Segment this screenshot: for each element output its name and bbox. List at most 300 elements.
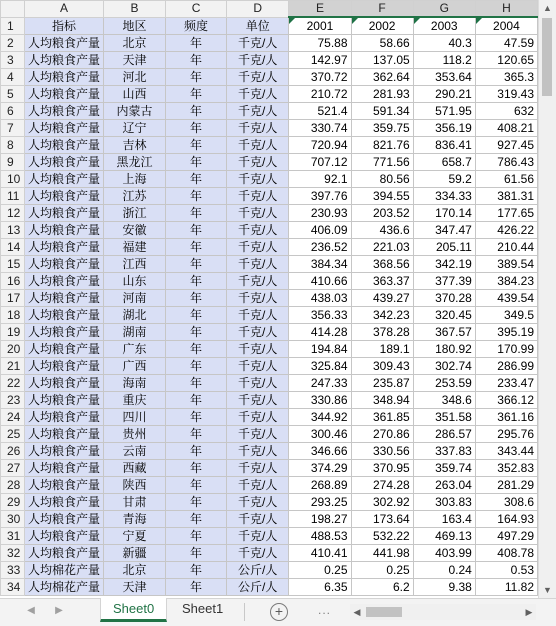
cell-d29[interactable]: 千克/人 (227, 494, 289, 511)
cell-e7[interactable]: 330.74 (289, 120, 351, 137)
cell-d22[interactable]: 千克/人 (227, 375, 289, 392)
cell-b1[interactable]: 地区 (103, 17, 165, 35)
scroll-right-arrow-icon[interactable]: ▶ (525, 607, 533, 617)
cell-e19[interactable]: 414.28 (289, 324, 351, 341)
scroll-up-arrow-icon[interactable]: ▲ (543, 3, 552, 13)
cell-h18[interactable]: 349.5 (475, 307, 537, 324)
cell-d11[interactable]: 千克/人 (227, 188, 289, 205)
cell-g23[interactable]: 348.6 (413, 392, 475, 409)
cell-b9[interactable]: 黑龙江 (103, 154, 165, 171)
row-header[interactable]: 12 (1, 205, 25, 222)
cell-e28[interactable]: 268.89 (289, 477, 351, 494)
cell-f3[interactable]: 137.05 (351, 52, 413, 69)
cell-c19[interactable]: 年 (166, 324, 227, 341)
cell-h27[interactable]: 352.83 (475, 460, 537, 477)
cell-c3[interactable]: 年 (166, 52, 227, 69)
column-header-f[interactable]: F (351, 1, 413, 18)
row-header[interactable]: 19 (1, 324, 25, 341)
row-header[interactable]: 10 (1, 171, 25, 188)
cell-g26[interactable]: 337.83 (413, 443, 475, 460)
cell-c18[interactable]: 年 (166, 307, 227, 324)
cell-g25[interactable]: 286.57 (413, 426, 475, 443)
cell-d31[interactable]: 千克/人 (227, 528, 289, 545)
cell-g16[interactable]: 377.39 (413, 273, 475, 290)
cell-g11[interactable]: 334.33 (413, 188, 475, 205)
cell-d19[interactable]: 千克/人 (227, 324, 289, 341)
cell-d3[interactable]: 千克/人 (227, 52, 289, 69)
cell-c1[interactable]: 频度 (166, 17, 227, 35)
cell-h34[interactable]: 11.82 (475, 579, 537, 596)
cell-e8[interactable]: 720.94 (289, 137, 351, 154)
cell-a1[interactable]: 指标 (24, 17, 103, 35)
cell-h21[interactable]: 286.99 (475, 358, 537, 375)
cell-d32[interactable]: 千克/人 (227, 545, 289, 562)
cell-g4[interactable]: 353.64 (413, 69, 475, 86)
cell-e14[interactable]: 236.52 (289, 239, 351, 256)
row-header[interactable]: 32 (1, 545, 25, 562)
cell-b11[interactable]: 江苏 (103, 188, 165, 205)
cell-d34[interactable]: 公斤/人 (227, 579, 289, 596)
cell-e16[interactable]: 410.66 (289, 273, 351, 290)
cell-d2[interactable]: 千克/人 (227, 35, 289, 52)
cell-h4[interactable]: 365.3 (475, 69, 537, 86)
cell-c13[interactable]: 年 (166, 222, 227, 239)
cell-g10[interactable]: 59.2 (413, 171, 475, 188)
column-header-a[interactable]: A (24, 1, 103, 18)
cell-e30[interactable]: 198.27 (289, 511, 351, 528)
row-header[interactable]: 27 (1, 460, 25, 477)
cell-h32[interactable]: 408.78 (475, 545, 537, 562)
cell-d6[interactable]: 千克/人 (227, 103, 289, 120)
cell-a31[interactable]: 人均粮食产量 (24, 528, 103, 545)
cell-g32[interactable]: 403.99 (413, 545, 475, 562)
cell-c34[interactable]: 年 (166, 579, 227, 596)
cell-e4[interactable]: 370.72 (289, 69, 351, 86)
row-header[interactable]: 18 (1, 307, 25, 324)
cell-b13[interactable]: 安徽 (103, 222, 165, 239)
cell-g21[interactable]: 302.74 (413, 358, 475, 375)
column-header-b[interactable]: B (103, 1, 165, 18)
cell-g30[interactable]: 163.4 (413, 511, 475, 528)
cell-g33[interactable]: 0.24 (413, 562, 475, 579)
row-header[interactable]: 17 (1, 290, 25, 307)
cell-g7[interactable]: 356.19 (413, 120, 475, 137)
cell-c25[interactable]: 年 (166, 426, 227, 443)
row-header[interactable]: 11 (1, 188, 25, 205)
cell-f25[interactable]: 270.86 (351, 426, 413, 443)
cell-b19[interactable]: 湖南 (103, 324, 165, 341)
cell-d13[interactable]: 千克/人 (227, 222, 289, 239)
cell-b29[interactable]: 甘肃 (103, 494, 165, 511)
cell-e10[interactable]: 92.1 (289, 171, 351, 188)
cell-g22[interactable]: 253.59 (413, 375, 475, 392)
cell-b5[interactable]: 山西 (103, 86, 165, 103)
row-header[interactable]: 28 (1, 477, 25, 494)
cell-f9[interactable]: 771.56 (351, 154, 413, 171)
cell-e6[interactable]: 521.4 (289, 103, 351, 120)
next-sheet-icon[interactable]: ▶ (55, 605, 63, 616)
cell-b6[interactable]: 内蒙古 (103, 103, 165, 120)
cell-g15[interactable]: 342.19 (413, 256, 475, 273)
cell-a33[interactable]: 人均棉花产量 (24, 562, 103, 579)
cell-f1[interactable]: 2002 (351, 17, 413, 35)
cell-c22[interactable]: 年 (166, 375, 227, 392)
cell-e23[interactable]: 330.86 (289, 392, 351, 409)
scroll-down-arrow-icon[interactable]: ▼ (543, 585, 552, 595)
cell-f29[interactable]: 302.92 (351, 494, 413, 511)
cell-d20[interactable]: 千克/人 (227, 341, 289, 358)
row-header[interactable]: 22 (1, 375, 25, 392)
cell-d18[interactable]: 千克/人 (227, 307, 289, 324)
cell-h26[interactable]: 343.44 (475, 443, 537, 460)
cell-h10[interactable]: 61.56 (475, 171, 537, 188)
cell-a17[interactable]: 人均粮食产量 (24, 290, 103, 307)
cell-c21[interactable]: 年 (166, 358, 227, 375)
row-header[interactable]: 21 (1, 358, 25, 375)
cell-g18[interactable]: 320.45 (413, 307, 475, 324)
cell-g3[interactable]: 118.2 (413, 52, 475, 69)
cell-g27[interactable]: 359.74 (413, 460, 475, 477)
row-header[interactable]: 34 (1, 579, 25, 596)
cell-f6[interactable]: 591.34 (351, 103, 413, 120)
cell-e26[interactable]: 346.66 (289, 443, 351, 460)
column-header-e[interactable]: E (289, 1, 351, 18)
vertical-scrollbar[interactable] (538, 0, 556, 598)
cell-h2[interactable]: 47.59 (475, 35, 537, 52)
cell-e31[interactable]: 488.53 (289, 528, 351, 545)
cell-f18[interactable]: 342.23 (351, 307, 413, 324)
cell-c30[interactable]: 年 (166, 511, 227, 528)
cell-a29[interactable]: 人均粮食产量 (24, 494, 103, 511)
cell-a24[interactable]: 人均粮食产量 (24, 409, 103, 426)
cell-f11[interactable]: 394.55 (351, 188, 413, 205)
cell-f16[interactable]: 363.37 (351, 273, 413, 290)
cell-e17[interactable]: 438.03 (289, 290, 351, 307)
cell-b25[interactable]: 贵州 (103, 426, 165, 443)
cell-b8[interactable]: 吉林 (103, 137, 165, 154)
cell-b12[interactable]: 浙江 (103, 205, 165, 222)
cell-f30[interactable]: 173.64 (351, 511, 413, 528)
cell-f21[interactable]: 309.43 (351, 358, 413, 375)
row-header[interactable]: 29 (1, 494, 25, 511)
cell-a27[interactable]: 人均粮食产量 (24, 460, 103, 477)
vertical-scroll-thumb[interactable] (542, 18, 552, 96)
cell-a6[interactable]: 人均粮食产量 (24, 103, 103, 120)
cell-a18[interactable]: 人均粮食产量 (24, 307, 103, 324)
cell-h29[interactable]: 308.6 (475, 494, 537, 511)
cell-a22[interactable]: 人均粮食产量 (24, 375, 103, 392)
cell-c9[interactable]: 年 (166, 154, 227, 171)
cell-a34[interactable]: 人均棉花产量 (24, 579, 103, 596)
tab-sheet1[interactable]: Sheet1 (182, 601, 224, 616)
cell-e21[interactable]: 325.84 (289, 358, 351, 375)
cell-b27[interactable]: 西藏 (103, 460, 165, 477)
cell-b16[interactable]: 山东 (103, 273, 165, 290)
cell-a2[interactable]: 人均粮食产量 (24, 35, 103, 52)
cell-c5[interactable]: 年 (166, 86, 227, 103)
cell-d7[interactable]: 千克/人 (227, 120, 289, 137)
cell-g17[interactable]: 370.28 (413, 290, 475, 307)
row-header[interactable]: 20 (1, 341, 25, 358)
cell-e34[interactable]: 6.35 (289, 579, 351, 596)
cell-h12[interactable]: 177.65 (475, 205, 537, 222)
cell-d25[interactable]: 千克/人 (227, 426, 289, 443)
cell-d5[interactable]: 千克/人 (227, 86, 289, 103)
cell-b24[interactable]: 四川 (103, 409, 165, 426)
cell-c27[interactable]: 年 (166, 460, 227, 477)
cell-b7[interactable]: 辽宁 (103, 120, 165, 137)
cell-f34[interactable]: 6.2 (351, 579, 413, 596)
cell-d28[interactable]: 千克/人 (227, 477, 289, 494)
cell-f10[interactable]: 80.56 (351, 171, 413, 188)
cell-g5[interactable]: 290.21 (413, 86, 475, 103)
cell-b4[interactable]: 河北 (103, 69, 165, 86)
cell-f28[interactable]: 274.28 (351, 477, 413, 494)
tab-sheet0[interactable]: Sheet0 (100, 598, 167, 622)
cell-d21[interactable]: 千克/人 (227, 358, 289, 375)
cell-c12[interactable]: 年 (166, 205, 227, 222)
cell-d30[interactable]: 千克/人 (227, 511, 289, 528)
cell-b31[interactable]: 宁夏 (103, 528, 165, 545)
cell-b23[interactable]: 重庆 (103, 392, 165, 409)
cell-a32[interactable]: 人均粮食产量 (24, 545, 103, 562)
cell-f27[interactable]: 370.95 (351, 460, 413, 477)
cell-b14[interactable]: 福建 (103, 239, 165, 256)
cell-b2[interactable]: 北京 (103, 35, 165, 52)
cell-h13[interactable]: 426.22 (475, 222, 537, 239)
cell-g19[interactable]: 367.57 (413, 324, 475, 341)
cell-h25[interactable]: 295.76 (475, 426, 537, 443)
cell-d8[interactable]: 千克/人 (227, 137, 289, 154)
cell-c15[interactable]: 年 (166, 256, 227, 273)
cell-c28[interactable]: 年 (166, 477, 227, 494)
cell-e22[interactable]: 247.33 (289, 375, 351, 392)
cell-f17[interactable]: 439.27 (351, 290, 413, 307)
add-sheet-button[interactable]: + (270, 603, 288, 621)
column-header-d[interactable]: D (227, 1, 289, 18)
cell-b26[interactable]: 云南 (103, 443, 165, 460)
cell-f32[interactable]: 441.98 (351, 545, 413, 562)
row-header[interactable]: 7 (1, 120, 25, 137)
cell-d9[interactable]: 千克/人 (227, 154, 289, 171)
cell-d26[interactable]: 千克/人 (227, 443, 289, 460)
cell-g28[interactable]: 263.04 (413, 477, 475, 494)
cell-f24[interactable]: 361.85 (351, 409, 413, 426)
cell-e20[interactable]: 194.84 (289, 341, 351, 358)
cell-h22[interactable]: 233.47 (475, 375, 537, 392)
cell-e2[interactable]: 75.88 (289, 35, 351, 52)
cell-b15[interactable]: 江西 (103, 256, 165, 273)
cell-e12[interactable]: 230.93 (289, 205, 351, 222)
cell-a10[interactable]: 人均粮食产量 (24, 171, 103, 188)
cell-d23[interactable]: 千克/人 (227, 392, 289, 409)
cell-b22[interactable]: 海南 (103, 375, 165, 392)
row-header[interactable]: 5 (1, 86, 25, 103)
row-header[interactable]: 26 (1, 443, 25, 460)
cell-c23[interactable]: 年 (166, 392, 227, 409)
cell-f2[interactable]: 58.66 (351, 35, 413, 52)
cell-a15[interactable]: 人均粮食产量 (24, 256, 103, 273)
cell-h17[interactable]: 439.54 (475, 290, 537, 307)
cell-f8[interactable]: 821.76 (351, 137, 413, 154)
cell-d10[interactable]: 千克/人 (227, 171, 289, 188)
cell-g13[interactable]: 347.47 (413, 222, 475, 239)
cell-f15[interactable]: 368.56 (351, 256, 413, 273)
cell-a9[interactable]: 人均粮食产量 (24, 154, 103, 171)
cell-e15[interactable]: 384.34 (289, 256, 351, 273)
cell-e3[interactable]: 142.97 (289, 52, 351, 69)
cell-a21[interactable]: 人均粮食产量 (24, 358, 103, 375)
cell-h28[interactable]: 281.29 (475, 477, 537, 494)
row-header[interactable]: 25 (1, 426, 25, 443)
cell-b18[interactable]: 湖北 (103, 307, 165, 324)
cell-g6[interactable]: 571.95 (413, 103, 475, 120)
cell-h24[interactable]: 361.16 (475, 409, 537, 426)
cell-f23[interactable]: 348.94 (351, 392, 413, 409)
cell-b34[interactable]: 天津 (103, 579, 165, 596)
cell-e18[interactable]: 356.33 (289, 307, 351, 324)
horizontal-scroll-thumb[interactable] (366, 607, 402, 617)
cell-e11[interactable]: 397.76 (289, 188, 351, 205)
cell-e27[interactable]: 374.29 (289, 460, 351, 477)
column-header-h[interactable]: H (475, 1, 537, 18)
cell-d24[interactable]: 千克/人 (227, 409, 289, 426)
cell-c2[interactable]: 年 (166, 35, 227, 52)
cell-d33[interactable]: 公斤/人 (227, 562, 289, 579)
cell-d4[interactable]: 千克/人 (227, 69, 289, 86)
cell-h6[interactable]: 632 (475, 103, 537, 120)
cell-b32[interactable]: 新疆 (103, 545, 165, 562)
cell-h1[interactable]: 2004 (475, 17, 537, 35)
cell-c6[interactable]: 年 (166, 103, 227, 120)
cell-b30[interactable]: 青海 (103, 511, 165, 528)
cell-e32[interactable]: 410.41 (289, 545, 351, 562)
cell-c8[interactable]: 年 (166, 137, 227, 154)
cell-h8[interactable]: 927.45 (475, 137, 537, 154)
cell-h16[interactable]: 384.23 (475, 273, 537, 290)
cell-a12[interactable]: 人均粮食产量 (24, 205, 103, 222)
cell-d17[interactable]: 千克/人 (227, 290, 289, 307)
cell-f12[interactable]: 203.52 (351, 205, 413, 222)
cell-c17[interactable]: 年 (166, 290, 227, 307)
cell-e9[interactable]: 707.12 (289, 154, 351, 171)
cell-e25[interactable]: 300.46 (289, 426, 351, 443)
select-all-corner[interactable] (1, 1, 25, 18)
cell-c26[interactable]: 年 (166, 443, 227, 460)
cell-a4[interactable]: 人均粮食产量 (24, 69, 103, 86)
cell-g12[interactable]: 170.14 (413, 205, 475, 222)
cell-a7[interactable]: 人均粮食产量 (24, 120, 103, 137)
cell-e1[interactable]: 2001 (289, 17, 351, 35)
cell-a8[interactable]: 人均粮食产量 (24, 137, 103, 154)
cell-h19[interactable]: 395.19 (475, 324, 537, 341)
cell-f31[interactable]: 532.22 (351, 528, 413, 545)
cell-c7[interactable]: 年 (166, 120, 227, 137)
cell-e13[interactable]: 406.09 (289, 222, 351, 239)
cell-d27[interactable]: 千克/人 (227, 460, 289, 477)
cell-f13[interactable]: 436.6 (351, 222, 413, 239)
column-header-g[interactable]: G (413, 1, 475, 18)
row-header[interactable]: 23 (1, 392, 25, 409)
cell-g2[interactable]: 40.3 (413, 35, 475, 52)
cell-a14[interactable]: 人均粮食产量 (24, 239, 103, 256)
cell-a28[interactable]: 人均粮食产量 (24, 477, 103, 494)
cell-g14[interactable]: 205.11 (413, 239, 475, 256)
cell-a3[interactable]: 人均粮食产量 (24, 52, 103, 69)
cell-g8[interactable]: 836.41 (413, 137, 475, 154)
scroll-left-arrow-icon[interactable]: ◀ (353, 607, 361, 617)
row-header[interactable]: 16 (1, 273, 25, 290)
cell-h11[interactable]: 381.31 (475, 188, 537, 205)
row-header[interactable]: 14 (1, 239, 25, 256)
cell-e5[interactable]: 210.72 (289, 86, 351, 103)
cell-f33[interactable]: 0.25 (351, 562, 413, 579)
cell-h5[interactable]: 319.43 (475, 86, 537, 103)
cell-b3[interactable]: 天津 (103, 52, 165, 69)
cell-h23[interactable]: 366.12 (475, 392, 537, 409)
cell-e29[interactable]: 293.25 (289, 494, 351, 511)
cell-e24[interactable]: 344.92 (289, 409, 351, 426)
row-header[interactable]: 3 (1, 52, 25, 69)
cell-g1[interactable]: 2003 (413, 17, 475, 35)
cell-c32[interactable]: 年 (166, 545, 227, 562)
cell-d14[interactable]: 千克/人 (227, 239, 289, 256)
cell-h3[interactable]: 120.65 (475, 52, 537, 69)
cell-a19[interactable]: 人均粮食产量 (24, 324, 103, 341)
cell-g31[interactable]: 469.13 (413, 528, 475, 545)
cell-d12[interactable]: 千克/人 (227, 205, 289, 222)
cell-b21[interactable]: 广西 (103, 358, 165, 375)
cell-a11[interactable]: 人均粮食产量 (24, 188, 103, 205)
row-header[interactable]: 33 (1, 562, 25, 579)
row-header[interactable]: 1 (1, 17, 25, 35)
prev-sheet-icon[interactable]: ◀ (27, 605, 35, 616)
cell-g29[interactable]: 303.83 (413, 494, 475, 511)
cell-a25[interactable]: 人均粮食产量 (24, 426, 103, 443)
cell-f5[interactable]: 281.93 (351, 86, 413, 103)
cell-h15[interactable]: 389.54 (475, 256, 537, 273)
cell-f7[interactable]: 359.75 (351, 120, 413, 137)
cell-e33[interactable]: 0.25 (289, 562, 351, 579)
cell-f20[interactable]: 189.1 (351, 341, 413, 358)
cell-h7[interactable]: 408.21 (475, 120, 537, 137)
cell-c16[interactable]: 年 (166, 273, 227, 290)
more-tabs-icon[interactable]: ... (318, 603, 332, 617)
cell-d16[interactable]: 千克/人 (227, 273, 289, 290)
row-header[interactable]: 30 (1, 511, 25, 528)
cell-b33[interactable]: 北京 (103, 562, 165, 579)
cell-c4[interactable]: 年 (166, 69, 227, 86)
row-header[interactable]: 15 (1, 256, 25, 273)
cell-b10[interactable]: 上海 (103, 171, 165, 188)
cell-a30[interactable]: 人均粮食产量 (24, 511, 103, 528)
cell-c33[interactable]: 年 (166, 562, 227, 579)
cell-c20[interactable]: 年 (166, 341, 227, 358)
cell-g9[interactable]: 658.7 (413, 154, 475, 171)
row-header[interactable]: 4 (1, 69, 25, 86)
cell-f26[interactable]: 330.56 (351, 443, 413, 460)
cell-b17[interactable]: 河南 (103, 290, 165, 307)
cell-h20[interactable]: 170.99 (475, 341, 537, 358)
cell-b28[interactable]: 陕西 (103, 477, 165, 494)
cell-d15[interactable]: 千克/人 (227, 256, 289, 273)
cell-c14[interactable]: 年 (166, 239, 227, 256)
row-header[interactable]: 6 (1, 103, 25, 120)
cell-a23[interactable]: 人均粮食产量 (24, 392, 103, 409)
cell-c31[interactable]: 年 (166, 528, 227, 545)
cell-a26[interactable]: 人均粮食产量 (24, 443, 103, 460)
cell-d1[interactable]: 单位 (227, 17, 289, 35)
